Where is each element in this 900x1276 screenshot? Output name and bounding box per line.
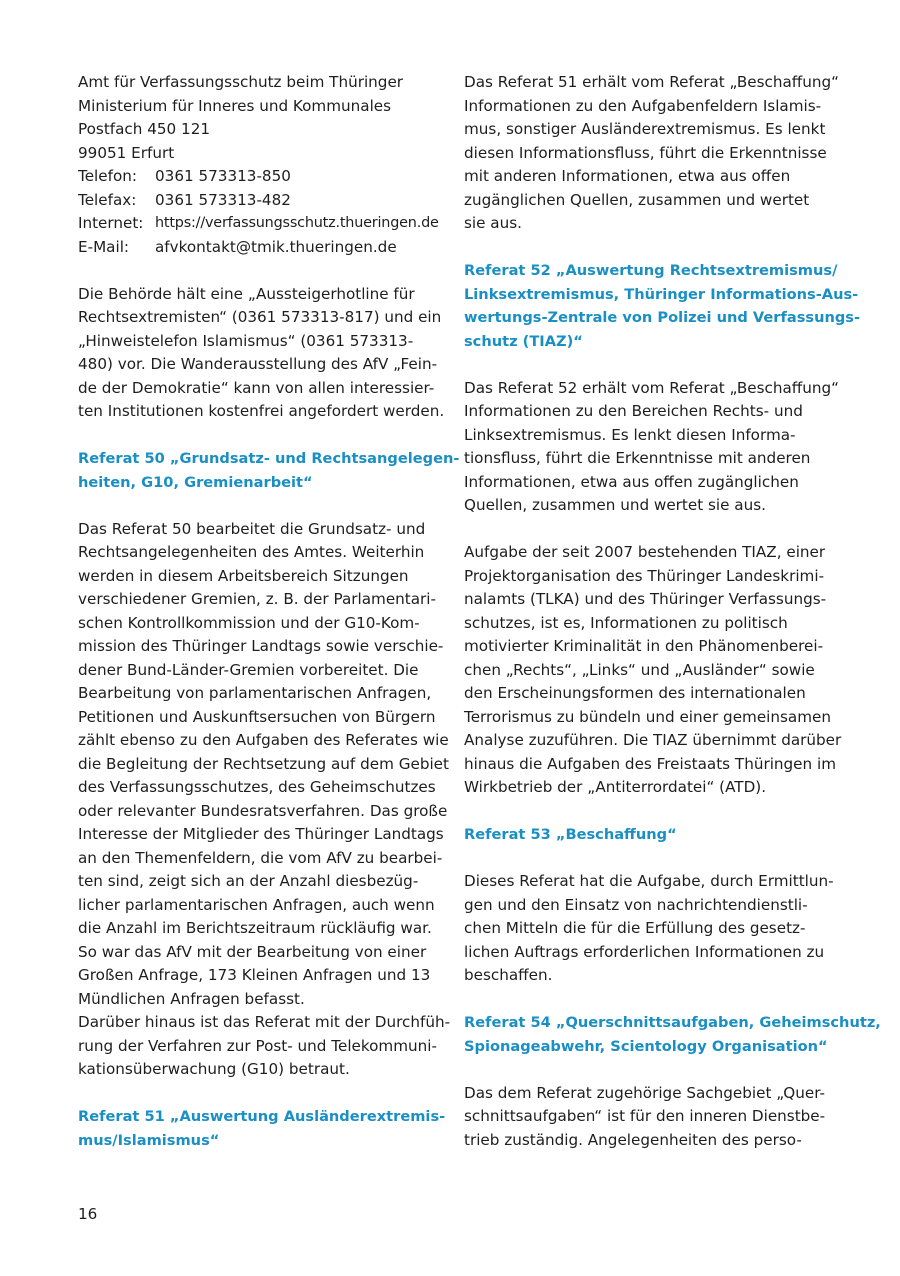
- text-line: Großen Anfrage, 173 Kleinen Anfragen und 13: [78, 966, 431, 984]
- text-line: schen Kontrollkommission und der G10-Kom-: [78, 613, 420, 632]
- text-line: Informationen zu den Bereichen Rechts- und: [464, 402, 803, 420]
- referat-54-paragraph: [464, 1082, 826, 1153]
- text-line: 480) vor. Die Wanderausstellung des AfV „Fein-: [78, 355, 438, 373]
- referat-52-paragraph: [464, 377, 840, 518]
- heading-line: Referat 52 „Auswertung Rechtsextremismus/: [464, 262, 838, 279]
- text-line: chen „Rechts“, „Links“ und „Ausländer“ sowie: [464, 660, 815, 679]
- contact-value: 0361 573313-850: [155, 167, 291, 185]
- right-column: [464, 71, 881, 1176]
- text-line: werden in diesem Arbeitsbereich Sitzungen: [78, 566, 409, 585]
- address-block: [78, 71, 440, 259]
- heading-line: schutz (TIAZ)“: [464, 332, 583, 350]
- heading-line: wertungs-Zentrale von Polizei und Verfassungs-: [464, 309, 861, 326]
- text-line: zählt ebenso zu den Aufgaben des Referates wie: [78, 731, 449, 749]
- page-number: 16: [78, 1205, 98, 1223]
- text-line: Analyse zuzuführen. Die TIAZ übernimmt darüber: [464, 731, 842, 749]
- heading-referat-50: [78, 447, 460, 494]
- heading-line: Referat 51 „Auswertung Ausländerextremis-: [78, 1108, 446, 1125]
- address-line: 99051 Erfurt: [78, 143, 175, 162]
- text-line: des Verfassungsschutzes, des Geheimschutzes: [78, 778, 436, 796]
- contact-label: Telefon:: [78, 167, 137, 185]
- text-line: zugänglichen Quellen, zusammen und wertet: [464, 190, 810, 209]
- contact-label: E-Mail:: [78, 237, 130, 256]
- text-line: trieb zuständig. Angelegenheiten des perso-: [464, 1130, 802, 1149]
- text-line: schnittsaufgaben“ ist für den inneren Dienstbe-: [464, 1107, 826, 1125]
- text-line: Rechtsangelegenheiten des Amtes. Weiterhin: [78, 543, 425, 561]
- heading-referat-54: [464, 1011, 881, 1058]
- contact-label: Internet:: [78, 214, 144, 232]
- text-line: rung der Verfahren zur Post- und Telekommuni-: [78, 1036, 437, 1055]
- text-line: verschiedener Gremien, z. B. der Parlamentari-: [78, 590, 436, 608]
- left-column: [78, 71, 460, 1176]
- text-line: Petitionen und Auskunftsersuchen von Bürgern: [78, 707, 436, 726]
- contact-fax: [78, 189, 440, 213]
- tiaz-paragraph: [464, 541, 842, 800]
- text-line: Informationen, etwa aus offen zugänglichen: [464, 472, 799, 491]
- text-line: den Erscheinungsformen des internationalen: [464, 684, 806, 702]
- text-line: Die Behörde hält eine „Aussteigerhotline für: [78, 284, 415, 303]
- contact-internet: [78, 212, 440, 236]
- heading-line: mus/Islamismus“: [78, 1131, 220, 1149]
- text-line: diesen Informationsfluss, führt die Erkenntnisse: [464, 143, 827, 162]
- heading-line: Spionageabwehr, Scientology Organisation“: [464, 1037, 828, 1055]
- heading-referat-51: [78, 1105, 446, 1152]
- text-line: Das Referat 51 erhält vom Referat „Beschaffung“: [464, 73, 840, 91]
- address-line: Postfach 450 121: [78, 120, 211, 138]
- text-line: Bearbeitung von parlamentarischen Anfragen,: [78, 684, 432, 702]
- text-line: Wirkbetrieb der „Antiterrordatei“ (ATD).: [464, 778, 767, 796]
- website-link[interactable]: https://verfassungsschutz.thueringen.de: [155, 215, 439, 231]
- address-line: Ministerium für Inneres und Kommunales: [78, 96, 392, 115]
- intro-paragraph: [78, 283, 445, 424]
- text-line: Dieses Referat hat die Aufgabe, durch Ermittlun-: [464, 872, 834, 890]
- text-line: tionsfluss, führt die Erkenntnisse mit anderen: [464, 449, 811, 467]
- text-line: Terrorismus zu bündeln und einer gemeinsamen: [464, 707, 832, 726]
- text-line: gen und den Einsatz von nachrichtendienstli-: [464, 895, 808, 914]
- text-line: Das Referat 50 bearbeitet die Grundsatz- und: [78, 519, 426, 538]
- referat-53-paragraph: [464, 870, 834, 988]
- text-line: Interesse der Mitglieder des Thüringer Landtags: [78, 825, 444, 843]
- address-line: Amt für Verfassungsschutz beim Thüringer: [78, 73, 404, 91]
- text-line: schutzes, ist es, Informationen zu politisch: [464, 613, 788, 632]
- heading-line: Referat 50 „Grundsatz- und Rechtsangelegen-: [78, 450, 460, 467]
- text-line: die Anzahl im Berichtszeitraum rückläufig war.: [78, 919, 432, 937]
- text-line: Das Referat 52 erhält vom Referat „Beschaffung“: [464, 378, 840, 397]
- text-line: licher parlamentarischen Anfragen, auch wenn: [78, 895, 435, 914]
- text-line: motivierter Kriminalität in den Phänomenberei-: [464, 637, 824, 655]
- text-line: dener Bund-Länder-Gremien vorbereitet. Die: [78, 660, 419, 679]
- text-line: nalamts (TLKA) und des Thüringer Verfassungs-: [464, 590, 827, 608]
- heading-referat-53: [464, 823, 826, 847]
- text-line: Informationen zu den Aufgabenfeldern Islamis-: [464, 96, 822, 115]
- text-line: beschaffen.: [464, 966, 553, 984]
- text-line: Quellen, zusammen und wertet sie aus.: [464, 496, 766, 514]
- text-line: mus, sonstiger Ausländerextremismus. Es lenkt: [464, 120, 826, 138]
- text-line: an den Themenfeldern, die vom AfV zu bearbei-: [78, 848, 443, 867]
- text-line: ten sind, zeigt sich an der Anzahl diesbezüg-: [78, 872, 419, 890]
- contact-label: Telefax:: [78, 190, 137, 209]
- text-line: de der Demokratie“ kann von allen interessier-: [78, 378, 435, 397]
- heading-line: heiten, G10, Gremienarbeit“: [78, 473, 313, 491]
- text-line: lichen Auftrags erforderlichen Informationen zu: [464, 942, 825, 961]
- text-line: mit anderen Informationen, etwa aus offen: [464, 167, 791, 185]
- text-line: Projektorganisation des Thüringer Landeskrimi-: [464, 566, 825, 585]
- heading-referat-52: [464, 259, 861, 353]
- email-link[interactable]: afvkontakt@tmik.thueringen.de: [155, 237, 397, 256]
- referat-50-paragraph-2: [78, 1011, 451, 1082]
- text-line: Linksextremismus. Es lenkt diesen Informa-: [464, 425, 796, 444]
- text-line: Das dem Referat zugehörige Sachgebiet „Quer-: [464, 1083, 825, 1102]
- text-line: Rechtsextremisten“ (0361 573313-817) und ein: [78, 308, 442, 326]
- text-line: ten Institutionen kostenfrei angefordert werden.: [78, 402, 445, 420]
- heading-line: Referat 54 „Querschnittsaufgaben, Geheimschutz,: [464, 1014, 881, 1031]
- heading-line: Referat 53 „Beschaffung“: [464, 826, 677, 843]
- heading-line: Linksextremismus, Thüringer Informations-Aus-: [464, 285, 859, 303]
- text-line: hinaus die Aufgaben des Freistaats Thüringen im: [464, 754, 836, 773]
- text-line: So war das AfV mit der Bearbeitung von einer: [78, 942, 427, 961]
- referat-50-paragraph: [78, 518, 449, 1012]
- text-line: kationsüberwachung (G10) betraut.: [78, 1060, 350, 1078]
- text-line: Darüber hinaus ist das Referat mit der Durchfüh-: [78, 1013, 451, 1031]
- text-line: sie aus.: [464, 214, 522, 232]
- text-line: oder relevanter Bundesratsverfahren. Das große: [78, 801, 448, 820]
- text-line: die Begleitung der Rechtsetzung auf dem Gebiet: [78, 754, 449, 773]
- referat-51-paragraph: [464, 71, 840, 236]
- contact-email: [78, 236, 440, 260]
- text-line: chen Mitteln die für die Erfüllung des gesetz-: [464, 919, 806, 937]
- contact-phone: [78, 165, 440, 189]
- contact-value: 0361 573313-482: [155, 190, 291, 209]
- text-line: „Hinweistelefon Islamismus“ (0361 573313-: [78, 331, 414, 350]
- text-line: Aufgabe der seit 2007 bestehenden TIAZ, einer: [464, 543, 826, 561]
- text-line: Mündlichen Anfragen befasst.: [78, 989, 305, 1008]
- text-line: mission des Thüringer Landtags sowie verschie-: [78, 637, 444, 655]
